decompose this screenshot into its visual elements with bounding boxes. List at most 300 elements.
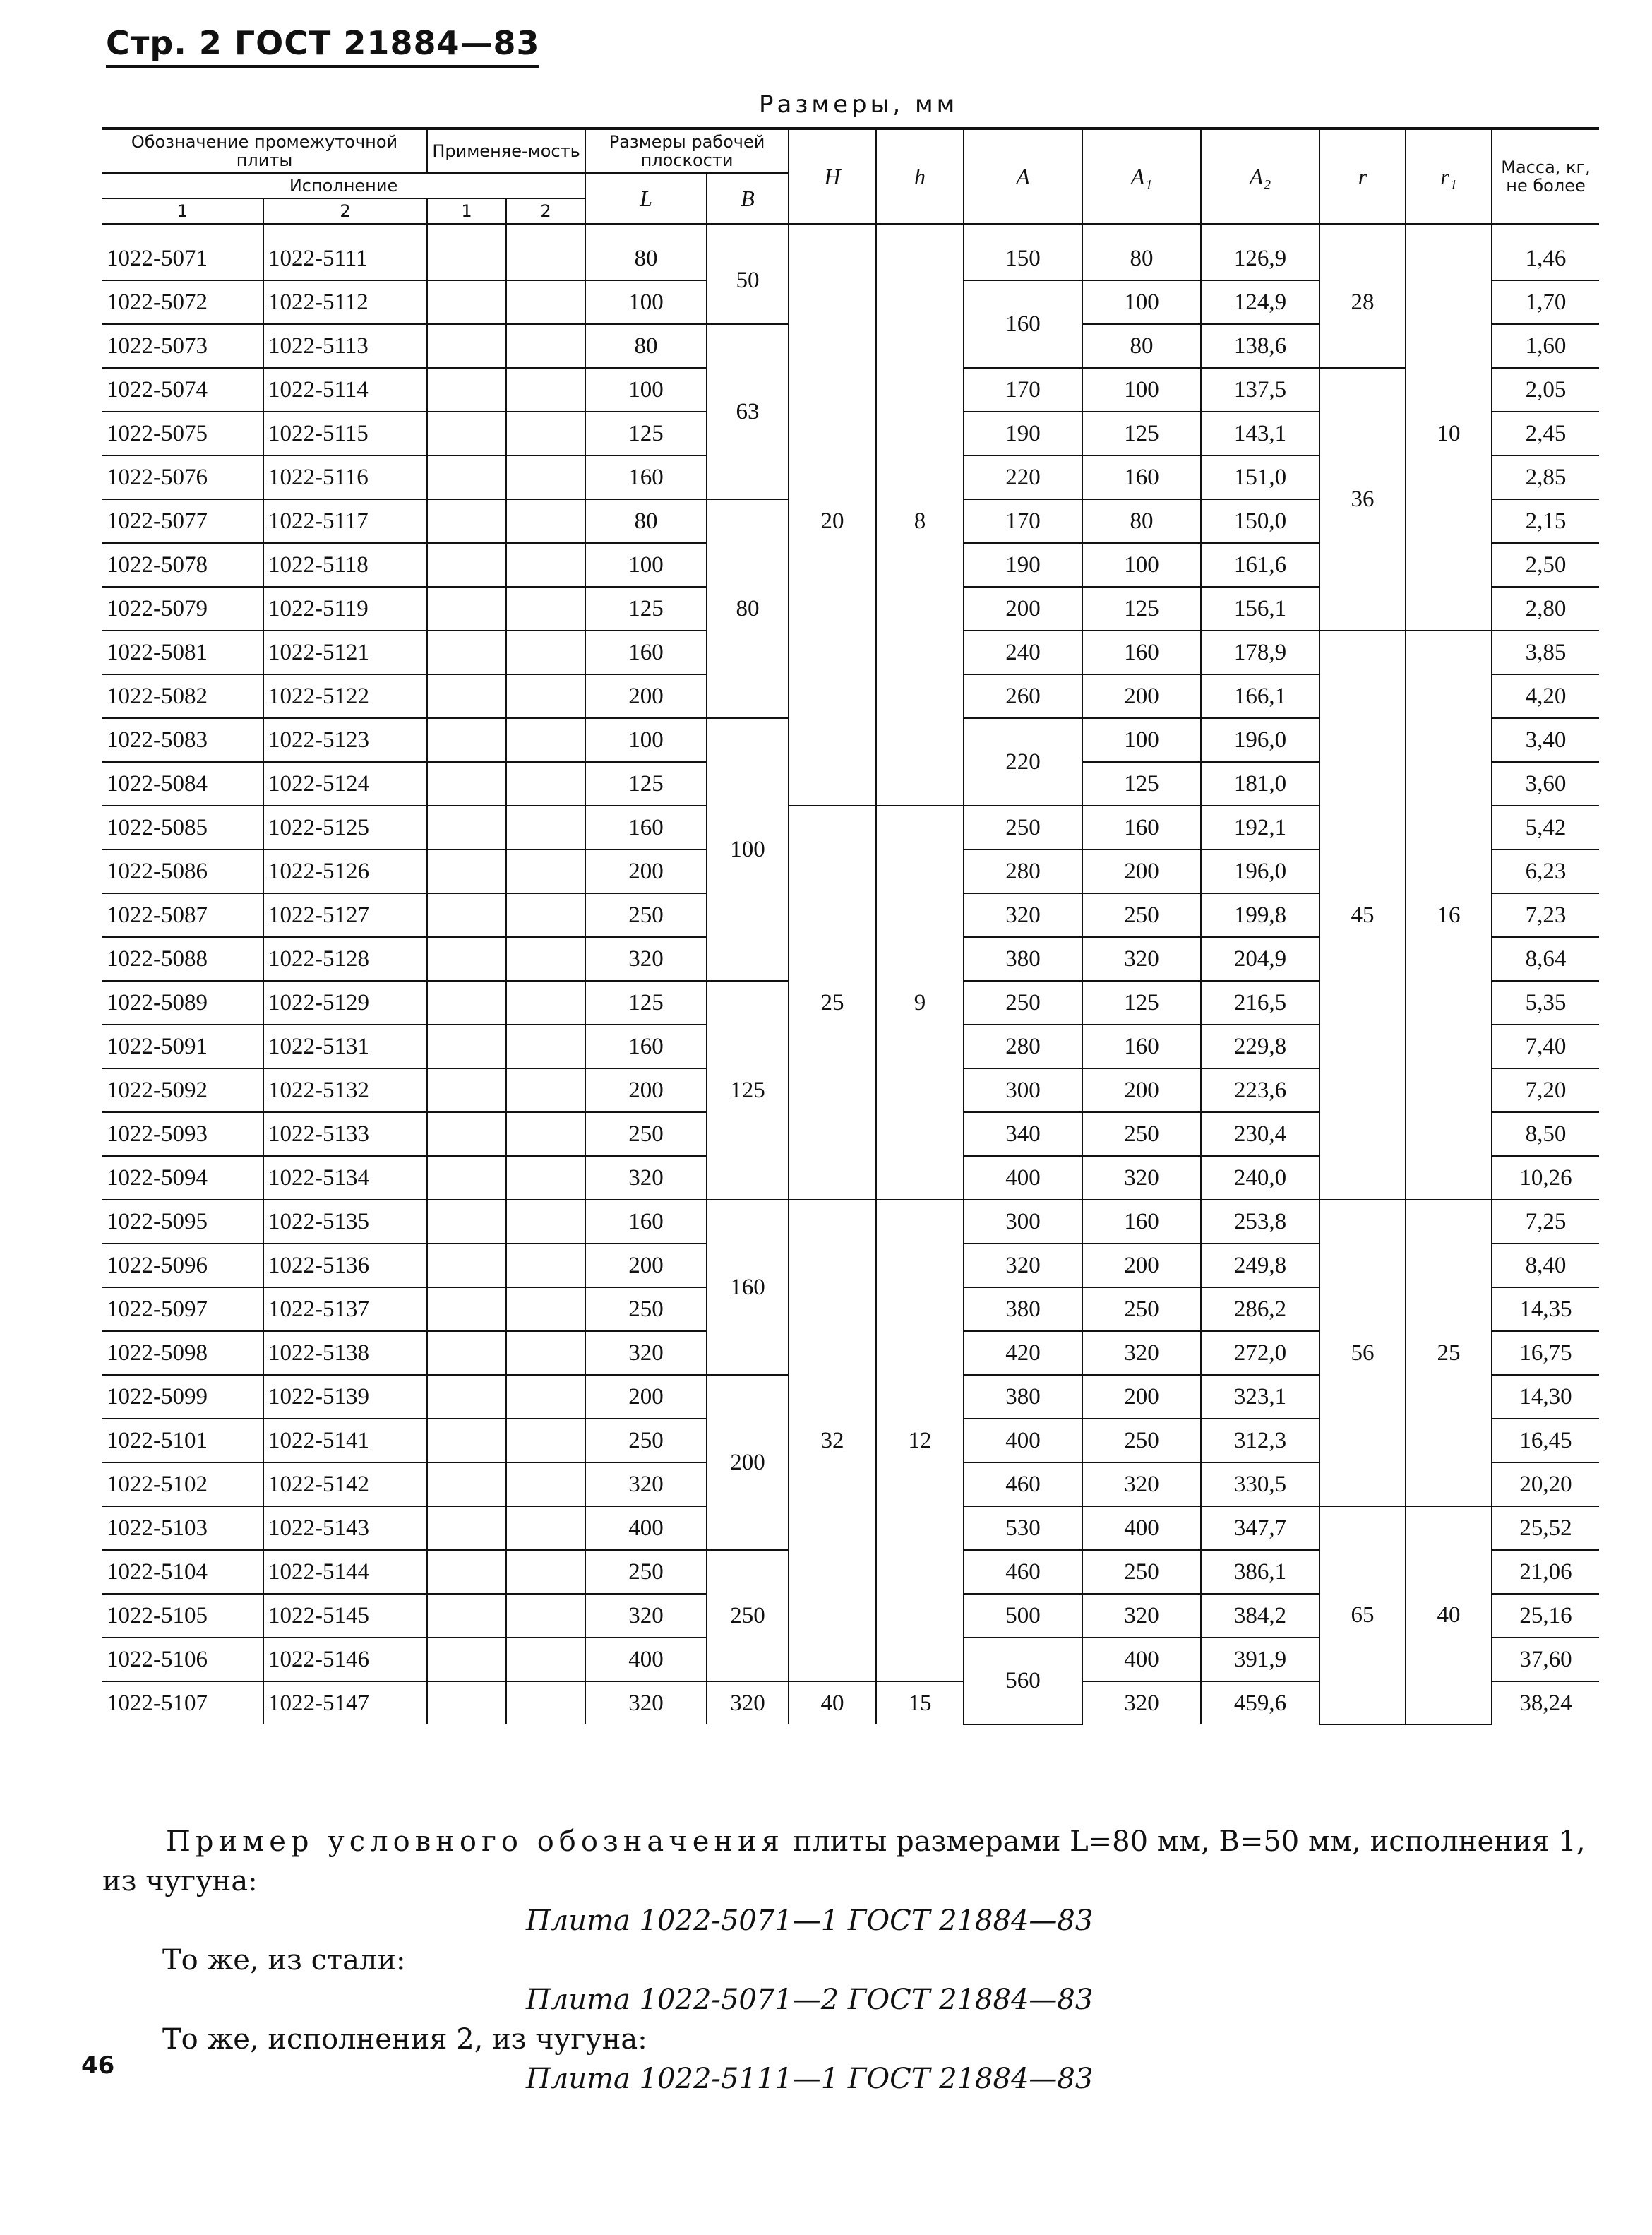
applicability-2-cell [506,893,585,937]
A2-cell: 286,2 [1201,1287,1319,1331]
applicability-2-cell [506,1025,585,1068]
L-cell: 250 [585,1112,707,1156]
applicability-2-cell [506,1331,585,1375]
mass-cell: 7,25 [1492,1200,1599,1244]
applicability-1-cell [427,1287,506,1331]
designation-v1: 1022-5094 [102,1156,263,1200]
applicability-1-cell [427,1419,506,1462]
A1-cell: 125 [1082,762,1201,806]
header-applicability-1: 1 [427,198,506,224]
applicability-1-cell [427,1506,506,1550]
A-cell: 190 [964,543,1082,587]
A2-cell: 347,7 [1201,1506,1319,1550]
B-cell: 100 [707,718,789,981]
h-cell: 12 [876,1200,964,1681]
B-cell: 160 [707,1200,789,1375]
L-cell: 125 [585,762,707,806]
example-intro [102,1822,1599,1901]
applicability-2-cell [506,806,585,850]
r-cell: 65 [1319,1506,1406,1724]
A-cell: 220 [964,455,1082,499]
applicability-1-cell [427,981,506,1025]
applicability-1-cell [427,1112,506,1156]
A2-cell: 240,0 [1201,1156,1319,1200]
applicability-2-cell [506,1638,585,1681]
mass-cell: 1,70 [1492,280,1599,324]
A-cell: 380 [964,937,1082,981]
H-cell: 40 [789,1681,876,1724]
header-h: h [876,129,964,224]
applicability-1-cell [427,1244,506,1287]
L-cell: 200 [585,1244,707,1287]
designation-v1: 1022-5101 [102,1419,263,1462]
A2-cell: 166,1 [1201,674,1319,718]
applicability-1-cell [427,587,506,631]
designation-v1: 1022-5098 [102,1331,263,1375]
applicability-2-cell [506,1244,585,1287]
designation-v2: 1022-5142 [263,1462,427,1506]
designation-v1: 1022-5086 [102,850,263,893]
applicability-1-cell [427,1550,506,1594]
A2-cell: 229,8 [1201,1025,1319,1068]
designation-v2: 1022-5123 [263,718,427,762]
A2-cell: 178,9 [1201,631,1319,674]
applicability-1-cell [427,850,506,893]
designation-v2: 1022-5124 [263,762,427,806]
A2-cell: 204,9 [1201,937,1319,981]
A1-cell: 200 [1082,1068,1201,1112]
A1-cell: 160 [1082,806,1201,850]
L-cell: 320 [585,1331,707,1375]
A-cell: 460 [964,1462,1082,1506]
A-cell: 400 [964,1419,1082,1462]
A1-cell: 200 [1082,1244,1201,1287]
B-cell: 63 [707,324,789,499]
L-cell: 100 [585,280,707,324]
page-header: Стр. 2 ГОСТ 21884—83 [106,24,539,68]
mass-cell: 4,20 [1492,674,1599,718]
mass-cell: 5,35 [1492,981,1599,1025]
applicability-2-cell [506,499,585,543]
designation-v1: 1022-5093 [102,1112,263,1156]
A1-cell: 320 [1082,1462,1201,1506]
designation-v2: 1022-5138 [263,1331,427,1375]
applicability-2-cell [506,543,585,587]
B-cell: 250 [707,1550,789,1681]
A-cell: 280 [964,1025,1082,1068]
L-cell: 320 [585,1462,707,1506]
designation-v1: 1022-5092 [102,1068,263,1112]
L-cell: 250 [585,1419,707,1462]
A-cell: 150 [964,224,1082,280]
L-cell: 400 [585,1638,707,1681]
A1-cell: 250 [1082,1287,1201,1331]
L-cell: 125 [585,981,707,1025]
header-B: B [707,173,789,224]
applicability-1-cell [427,674,506,718]
designation-v1: 1022-5091 [102,1025,263,1068]
designation-v2: 1022-5126 [263,850,427,893]
A2-cell: 192,1 [1201,806,1319,850]
A1-cell: 160 [1082,1200,1201,1244]
L-cell: 160 [585,1025,707,1068]
designation-v1: 1022-5099 [102,1375,263,1419]
designation-v2: 1022-5121 [263,631,427,674]
L-cell: 160 [585,1200,707,1244]
example-text: плиты размерами L=80 мм, B=50 мм, исполнения 1, из чугуна: [102,1825,1586,1897]
A1-cell: 100 [1082,368,1201,412]
designation-v2: 1022-5147 [263,1681,427,1724]
mass-cell: 37,60 [1492,1638,1599,1681]
designation-v2: 1022-5136 [263,1244,427,1287]
L-cell: 125 [585,412,707,455]
applicability-1-cell [427,718,506,762]
A-cell: 320 [964,893,1082,937]
designation-example [102,1822,1599,2099]
applicability-2-cell [506,1375,585,1419]
applicability-1-cell [427,1681,506,1724]
mass-cell: 20,20 [1492,1462,1599,1506]
mass-cell: 2,50 [1492,543,1599,587]
A1-cell: 100 [1082,543,1201,587]
r1-cell: 16 [1406,631,1492,1200]
A-cell: 200 [964,587,1082,631]
B-cell: 200 [707,1375,789,1550]
A1-cell: 80 [1082,224,1201,280]
A1-cell: 125 [1082,587,1201,631]
applicability-1-cell [427,455,506,499]
table-caption: Размеры, мм [759,90,959,119]
B-cell: 50 [707,224,789,324]
applicability-2-cell [506,981,585,1025]
page-number: 46 [81,2051,115,2080]
A-cell: 400 [964,1156,1082,1200]
designation-v2: 1022-5117 [263,499,427,543]
designation-v1: 1022-5078 [102,543,263,587]
A2-cell: 196,0 [1201,718,1319,762]
applicability-2-cell [506,1068,585,1112]
designation-v1: 1022-5106 [102,1638,263,1681]
L-cell: 250 [585,893,707,937]
mass-cell: 7,20 [1492,1068,1599,1112]
mass-cell: 7,40 [1492,1025,1599,1068]
A2-cell: 391,9 [1201,1638,1319,1681]
A2-cell: 330,5 [1201,1462,1319,1506]
applicability-1-cell [427,806,506,850]
h-cell: 8 [876,224,964,806]
A1-cell: 320 [1082,937,1201,981]
h-cell: 9 [876,806,964,1200]
designation-v2: 1022-5119 [263,587,427,631]
designation-v1: 1022-5107 [102,1681,263,1724]
designation-v2: 1022-5134 [263,1156,427,1200]
designation-v1: 1022-5082 [102,674,263,718]
L-cell: 160 [585,631,707,674]
designation-v2: 1022-5145 [263,1594,427,1638]
designation-v2: 1022-5118 [263,543,427,587]
designation-v1: 1022-5105 [102,1594,263,1638]
A-cell: 160 [964,280,1082,368]
A2-cell: 196,0 [1201,850,1319,893]
A1-cell: 250 [1082,1112,1201,1156]
header-version-2: 2 [263,198,427,224]
header-L: L [585,173,707,224]
applicability-2-cell [506,674,585,718]
A1-cell: 125 [1082,981,1201,1025]
mass-cell: 14,30 [1492,1375,1599,1419]
designation-v2: 1022-5129 [263,981,427,1025]
designation-v2: 1022-5141 [263,1419,427,1462]
designation-v1: 1022-5095 [102,1200,263,1244]
A-cell: 300 [964,1200,1082,1244]
designation-v2: 1022-5133 [263,1112,427,1156]
L-cell: 320 [585,1681,707,1724]
applicability-2-cell [506,224,585,280]
header-A2: A₂ [1201,129,1319,224]
A-cell: 250 [964,981,1082,1025]
A1-cell: 100 [1082,280,1201,324]
A-cell: 380 [964,1287,1082,1331]
h-cell: 15 [876,1681,964,1724]
A-cell: 190 [964,412,1082,455]
applicability-1-cell [427,1638,506,1681]
r-cell: 45 [1319,631,1406,1200]
L-cell: 100 [585,368,707,412]
designation-v1: 1022-5089 [102,981,263,1025]
L-cell: 250 [585,1550,707,1594]
applicability-2-cell [506,368,585,412]
designation-v1: 1022-5084 [102,762,263,806]
B-cell: 125 [707,981,789,1200]
A2-cell: 137,5 [1201,368,1319,412]
A-cell: 280 [964,850,1082,893]
applicability-2-cell [506,1506,585,1550]
A-cell: 170 [964,499,1082,543]
applicability-2-cell [506,937,585,981]
A2-cell: 151,0 [1201,455,1319,499]
designation-v1: 1022-5096 [102,1244,263,1287]
mass-cell: 3,85 [1492,631,1599,674]
mass-cell: 2,80 [1492,587,1599,631]
A2-cell: 249,8 [1201,1244,1319,1287]
L-cell: 320 [585,1156,707,1200]
applicability-2-cell [506,1287,585,1331]
A-cell: 420 [964,1331,1082,1375]
A-cell: 460 [964,1550,1082,1594]
applicability-2-cell [506,1112,585,1156]
r1-cell: 10 [1406,224,1492,631]
A1-cell: 400 [1082,1506,1201,1550]
applicability-1-cell [427,1462,506,1506]
applicability-1-cell [427,1594,506,1638]
designation-v1: 1022-5075 [102,412,263,455]
A2-cell: 124,9 [1201,280,1319,324]
mass-cell: 8,64 [1492,937,1599,981]
A1-cell: 200 [1082,1375,1201,1419]
designation-v1: 1022-5077 [102,499,263,543]
A-cell: 500 [964,1594,1082,1638]
header-A1: A₁ [1082,129,1201,224]
A2-cell: 143,1 [1201,412,1319,455]
table-row [102,224,1599,280]
A2-cell: 216,5 [1201,981,1319,1025]
A1-cell: 200 [1082,674,1201,718]
mass-cell: 6,23 [1492,850,1599,893]
A1-cell: 250 [1082,1550,1201,1594]
header-H: H [789,129,876,224]
A-cell: 260 [964,674,1082,718]
applicability-1-cell [427,762,506,806]
A2-cell: 386,1 [1201,1550,1319,1594]
table-row [102,1200,1599,1244]
L-cell: 80 [585,224,707,280]
designation-v1: 1022-5102 [102,1462,263,1506]
A2-cell: 384,2 [1201,1594,1319,1638]
A2-cell: 312,3 [1201,1419,1319,1462]
designation-v1: 1022-5097 [102,1287,263,1331]
applicability-2-cell [506,850,585,893]
mass-cell: 25,16 [1492,1594,1599,1638]
A2-cell: 126,9 [1201,224,1319,280]
designation-v1: 1022-5088 [102,937,263,981]
mass-cell: 3,60 [1492,762,1599,806]
example-designation-1: Плита 1022-5071—1 ГОСТ 21884—83 [526,1905,1094,1937]
designation-v1: 1022-5079 [102,587,263,631]
header-work-surface: Размеры рабочей плоскости [585,129,789,173]
header-version: Исполнение [102,173,585,198]
applicability-2-cell [506,1594,585,1638]
designation-v2: 1022-5131 [263,1025,427,1068]
applicability-2-cell [506,455,585,499]
mass-cell: 16,75 [1492,1331,1599,1375]
applicability-1-cell [427,280,506,324]
applicability-1-cell [427,543,506,587]
mass-cell: 16,45 [1492,1419,1599,1462]
A1-cell: 160 [1082,631,1201,674]
designation-v2: 1022-5144 [263,1550,427,1594]
r-cell: 36 [1319,368,1406,631]
example-version-2: То же, исполнения 2, из чугуна: [162,2023,647,2056]
H-cell: 25 [789,806,876,1200]
A1-cell: 100 [1082,718,1201,762]
mass-cell: 8,40 [1492,1244,1599,1287]
mass-cell: 1,46 [1492,224,1599,280]
designation-v2: 1022-5128 [263,937,427,981]
r1-cell: 40 [1406,1506,1492,1724]
designation-v1: 1022-5076 [102,455,263,499]
applicability-2-cell [506,631,585,674]
r-cell: 28 [1319,224,1406,368]
A1-cell: 125 [1082,412,1201,455]
A2-cell: 223,6 [1201,1068,1319,1112]
B-cell: 80 [707,499,789,718]
A-cell: 250 [964,806,1082,850]
applicability-2-cell [506,718,585,762]
designation-v1: 1022-5081 [102,631,263,674]
mass-cell: 14,35 [1492,1287,1599,1331]
L-cell: 80 [585,324,707,368]
A-cell: 530 [964,1506,1082,1550]
L-cell: 160 [585,806,707,850]
designation-v2: 1022-5112 [263,280,427,324]
A1-cell: 400 [1082,1638,1201,1681]
L-cell: 80 [585,499,707,543]
A1-cell: 320 [1082,1681,1201,1724]
header-A: A [964,129,1082,224]
A2-cell: 156,1 [1201,587,1319,631]
H-cell: 32 [789,1200,876,1681]
applicability-1-cell [427,1331,506,1375]
A2-cell: 230,4 [1201,1112,1319,1156]
mass-cell: 2,85 [1492,455,1599,499]
applicability-1-cell [427,1068,506,1112]
designation-v2: 1022-5122 [263,674,427,718]
applicability-2-cell [506,1681,585,1724]
designation-v1: 1022-5074 [102,368,263,412]
L-cell: 250 [585,1287,707,1331]
mass-cell: 1,60 [1492,324,1599,368]
A-cell: 220 [964,718,1082,806]
A-cell: 380 [964,1375,1082,1419]
H-cell: 20 [789,224,876,806]
applicability-2-cell [506,324,585,368]
mass-cell: 8,50 [1492,1112,1599,1156]
header-r: r [1319,129,1406,224]
example-lead: Пример условного обозначения [166,1825,784,1858]
A1-cell: 160 [1082,455,1201,499]
applicability-1-cell [427,1200,506,1244]
header-r1: r₁ [1406,129,1492,224]
header-version-1: 1 [102,198,263,224]
applicability-2-cell [506,280,585,324]
L-cell: 200 [585,674,707,718]
designation-v2: 1022-5125 [263,806,427,850]
designation-v2: 1022-5143 [263,1506,427,1550]
applicability-1-cell [427,937,506,981]
designation-v2: 1022-5113 [263,324,427,368]
L-cell: 200 [585,1375,707,1419]
header-designation: Обозначение промежуточной плиты [102,129,427,173]
L-cell: 320 [585,1594,707,1638]
applicability-2-cell [506,412,585,455]
A2-cell: 459,6 [1201,1681,1319,1724]
applicability-1-cell [427,631,506,674]
mass-cell: 2,15 [1492,499,1599,543]
applicability-2-cell [506,587,585,631]
designation-v1: 1022-5085 [102,806,263,850]
dimensions-table [102,127,1599,1725]
A1-cell: 80 [1082,324,1201,368]
applicability-1-cell [427,1375,506,1419]
A1-cell: 200 [1082,850,1201,893]
designation-v2: 1022-5114 [263,368,427,412]
applicability-1-cell [427,224,506,280]
L-cell: 160 [585,455,707,499]
L-cell: 125 [585,587,707,631]
L-cell: 400 [585,1506,707,1550]
designation-v2: 1022-5127 [263,893,427,937]
A-cell: 170 [964,368,1082,412]
designation-v2: 1022-5137 [263,1287,427,1331]
designation-v1: 1022-5083 [102,718,263,762]
mass-cell: 5,42 [1492,806,1599,850]
applicability-1-cell [427,499,506,543]
table-body [102,224,1599,1724]
A1-cell: 250 [1082,893,1201,937]
A1-cell: 320 [1082,1331,1201,1375]
mass-cell: 21,06 [1492,1550,1599,1594]
A2-cell: 150,0 [1201,499,1319,543]
